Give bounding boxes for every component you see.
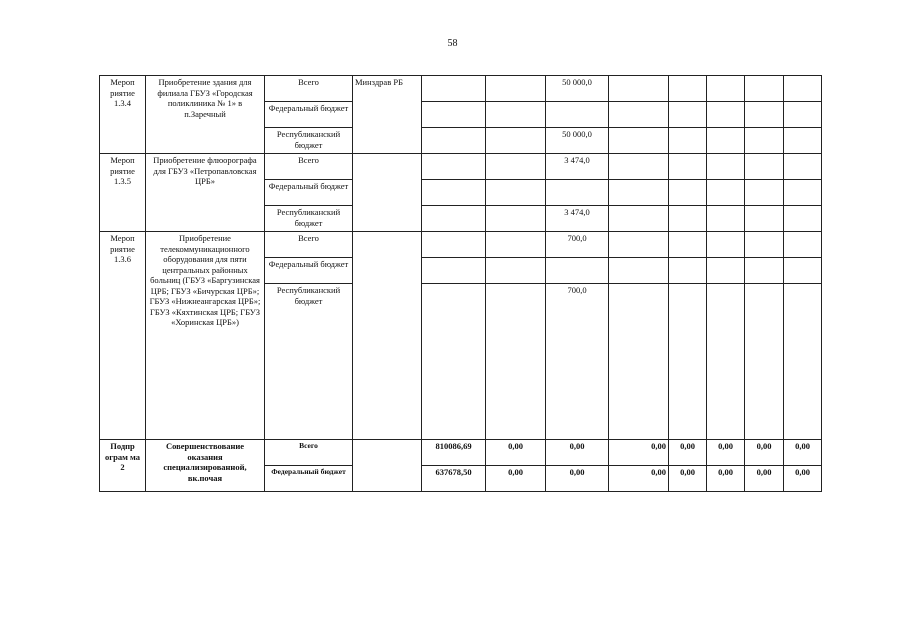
amount-cell: 0,00 bbox=[784, 466, 822, 492]
amount-cell: 0,00 bbox=[609, 466, 669, 492]
funding-source: Всего bbox=[265, 440, 353, 466]
table-row bbox=[100, 154, 822, 180]
amount-cell: 0,00 bbox=[669, 466, 707, 492]
funding-source: Федеральный бюджет bbox=[265, 466, 353, 492]
amount-cell: 0,00 bbox=[707, 466, 745, 492]
amount-cell: 0,00 bbox=[784, 440, 822, 466]
funding-source: Республиканский бюджет bbox=[265, 284, 353, 440]
table-row bbox=[100, 232, 822, 258]
amount-cell: 3 474,0 bbox=[546, 206, 609, 232]
measure-name: Приобретение телекоммуникационного оборудования для пяти центральных районных больниц (ГБУЗ «Баргузинская ЦРБ; ГБУЗ «Бичурская ЦРБ»; ГБУЗ «Нижнеангарская ЦРБ»; ГБУЗ «Кяхтинская ЦРБ; ГБУЗ «Хоринская ЦРБ») bbox=[146, 232, 265, 440]
amount-cell: 700,0 bbox=[546, 232, 609, 258]
amount-cell: 0,00 bbox=[669, 440, 707, 466]
amount-cell bbox=[546, 102, 609, 128]
amount-cell: 0,00 bbox=[546, 440, 609, 466]
funding-source: Всего bbox=[265, 232, 353, 258]
executor bbox=[353, 440, 422, 492]
funding-source: Всего bbox=[265, 76, 353, 102]
funding-source: Федеральный бюджет bbox=[265, 180, 353, 206]
funding-source: Республиканский бюджет bbox=[265, 128, 353, 154]
page-number: 58 bbox=[447, 38, 458, 49]
amount-cell: 0,00 bbox=[486, 440, 546, 466]
amount-cell: 810086,69 bbox=[422, 440, 486, 466]
executor bbox=[353, 154, 422, 232]
measure-code: Мероп риятие 1.3.4 bbox=[100, 76, 146, 154]
amount-cell: 0,00 bbox=[745, 466, 784, 492]
amount-cell: 0,00 bbox=[707, 440, 745, 466]
amount-cell: 700,0 bbox=[546, 284, 609, 440]
budget-table bbox=[99, 75, 822, 492]
executor bbox=[353, 232, 422, 440]
funding-source: Федеральный бюджет bbox=[265, 258, 353, 284]
amount-cell bbox=[546, 258, 609, 284]
amount-cell bbox=[546, 180, 609, 206]
table-row bbox=[100, 440, 822, 466]
funding-source: Федеральный бюджет bbox=[265, 102, 353, 128]
measure-code: Мероп риятие 1.3.6 bbox=[100, 232, 146, 440]
amount-cell: 0,00 bbox=[609, 440, 669, 466]
amount-cell: 50 000,0 bbox=[546, 128, 609, 154]
amount-cell: 0,00 bbox=[486, 466, 546, 492]
subprogram-name: Совершенствование оказания специализированной, вк.почая bbox=[146, 440, 265, 492]
funding-source: Республиканский бюджет bbox=[265, 206, 353, 232]
funding-source: Всего bbox=[265, 154, 353, 180]
amount-cell: 50 000,0 bbox=[546, 76, 609, 102]
amount-cell: 0,00 bbox=[546, 466, 609, 492]
measure-name: Приобретение флюорографа для ГБУЗ «Петропавловская ЦРБ» bbox=[146, 154, 265, 232]
amount-cell: 0,00 bbox=[745, 440, 784, 466]
measure-name: Приобретение здания для филиала ГБУЗ «Городская поликлиника № 1» в п.Заречный bbox=[146, 76, 265, 154]
measure-code: Мероп риятие 1.3.5 bbox=[100, 154, 146, 232]
executor: Минздрав РБ bbox=[353, 76, 422, 154]
amount-cell: 3 474,0 bbox=[546, 154, 609, 180]
table-row bbox=[100, 76, 822, 102]
subprogram-code: Подпр ограм ма 2 bbox=[100, 440, 146, 492]
amount-cell: 637678,50 bbox=[422, 466, 486, 492]
